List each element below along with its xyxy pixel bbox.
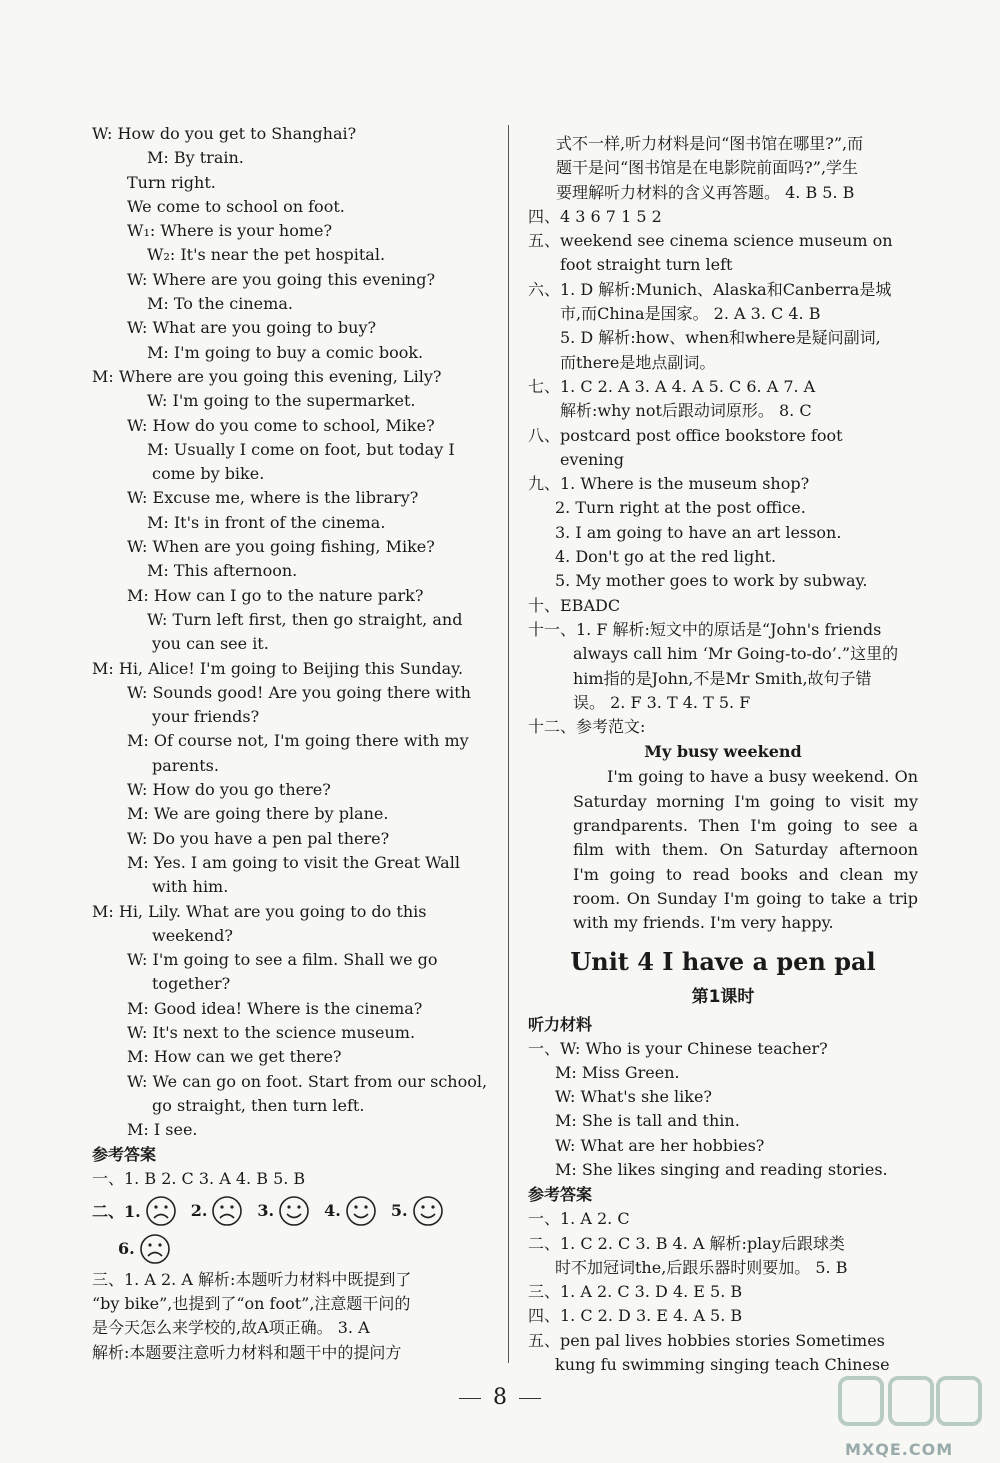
- answer-line: 二、1. C 2. C 3. B 4. A 解析:play后跟球类: [528, 1233, 845, 1253]
- text: W: Where are you going this evening?: [127, 269, 436, 289]
- page-number-text: 8: [493, 1385, 507, 1410]
- answer-line: 三、1. A 2. A 解析:本题听力材料中既提到了: [92, 1269, 412, 1289]
- face-answers-row: [92, 1230, 487, 1268]
- face-answer: [92, 1195, 177, 1227]
- text: come by bike.: [152, 464, 265, 484]
- answer-line: 4. Don't go at the red light.: [555, 547, 777, 567]
- lesson-title: 第1课时: [691, 986, 755, 1007]
- text: M: This afternoon.: [147, 561, 298, 581]
- essay-title: My busy weekend: [644, 742, 802, 762]
- text: M: How can we get there?: [127, 1047, 342, 1067]
- answer-line: 要理解听力材料的含义再答题。 4. B 5. B: [556, 182, 855, 202]
- text: W: It's next to the science museum.: [127, 1022, 416, 1042]
- sad-face-icon: [145, 1195, 177, 1227]
- q4-line: [92, 802, 487, 826]
- q3-line: [92, 486, 487, 510]
- answer-line: 十二、参考范文:: [528, 717, 646, 737]
- listening-heading: 听力材料: [528, 1014, 593, 1034]
- left-column: [92, 122, 487, 1365]
- text: together?: [152, 974, 231, 994]
- q3-line: [92, 414, 487, 438]
- q2-line: [92, 292, 487, 316]
- face-label: 二、1.: [92, 1202, 141, 1222]
- q2-line: [92, 243, 487, 267]
- text: M: To the cinema.: [147, 294, 293, 314]
- text: We come to school on foot.: [127, 196, 345, 216]
- q3-line: [92, 438, 487, 462]
- sad-face-icon: [211, 1195, 243, 1227]
- answer-line: 四、1. C 2. D 3. E 4. A 5. B: [528, 1306, 743, 1326]
- text: go straight, then turn left.: [152, 1095, 365, 1115]
- text: W: When are you going fishing, Mike?: [127, 537, 435, 557]
- q4-line: [92, 705, 487, 729]
- q2-line: [92, 219, 487, 243]
- answer-line: 解析:why not后跟动词原形。 8. C: [560, 401, 812, 421]
- q3-line: [92, 511, 487, 535]
- answer-line: 式不一样,听力材料是问“图书馆在哪里?”,而: [556, 134, 864, 153]
- answer-line: 时不加冠词the,后跟乐器时则要加。 5. B: [555, 1257, 848, 1277]
- face-answers-row: [92, 1192, 487, 1230]
- answer-line: 5. D 解析:how、when和where是疑问副词,: [560, 328, 881, 348]
- answer-line: 六、1. D 解析:Munich、Alaska和Canberra是城: [528, 279, 892, 299]
- face-label: 3.: [257, 1201, 275, 1221]
- answer-line: 一、1. A 2. C: [528, 1209, 630, 1229]
- answer-line: 是今天怎么来学校的,故A项正确。 3. A: [92, 1318, 370, 1338]
- answers-heading: 参考答案: [528, 1185, 593, 1205]
- answer-line: 2. Turn right at the post office.: [555, 498, 806, 518]
- text: W₁: Where is your home?: [127, 221, 333, 241]
- q5-line: [92, 1045, 487, 1069]
- face-answer: [118, 1233, 171, 1265]
- text: M: Of course not, I'm going there with my: [127, 731, 469, 751]
- watermark-text: MXQE.COM: [845, 1440, 954, 1459]
- q2-line: [92, 341, 487, 365]
- right-column: [528, 132, 918, 1377]
- q4-line: [92, 729, 487, 753]
- q3-line: [92, 608, 487, 632]
- q4-line: [92, 851, 487, 875]
- answer-line: 题干是问“图书馆是在电影院前面吗?”,学生: [556, 158, 859, 178]
- answer-line: 解析:本题要注意听力材料和题干中的提问方: [92, 1342, 402, 1362]
- text: M: It's in front of the cinema.: [147, 512, 386, 532]
- answer-line: 误。 2. F 3. T 4. T 5. F: [573, 692, 751, 712]
- text: M: How can I go to the nature park?: [127, 585, 424, 605]
- answer-line: 3. I am going to have an art lesson.: [555, 522, 842, 542]
- dialog-line: M: Miss Green.: [555, 1062, 680, 1082]
- answer-line: 一、1. B 2. C 3. A 4. B 5. B: [92, 1169, 306, 1189]
- q3-line: [92, 559, 487, 583]
- text: W: Sounds good! Are you going there with: [127, 682, 471, 702]
- answer-line: 而there是地点副词。: [560, 352, 716, 372]
- text: M: I see.: [127, 1120, 198, 1140]
- q2-line: [92, 146, 487, 170]
- face-answer: [257, 1195, 310, 1227]
- unit-title: Unit 4 I have a pen pal: [570, 946, 876, 976]
- answer-line: 九、1. Where is the museum shop?: [528, 474, 810, 494]
- answer-line: kung fu swimming singing teach Chinese: [555, 1355, 890, 1375]
- q2-line: [92, 122, 487, 146]
- q5-line: [92, 972, 487, 996]
- answer-line: foot straight turn left: [560, 255, 733, 275]
- face-answer: [391, 1195, 444, 1227]
- text: M: Good idea! Where is the cinema?: [127, 998, 423, 1018]
- text: W: Excuse me, where is the library?: [127, 488, 419, 508]
- q3-line: [92, 365, 487, 389]
- face-answer: [324, 1195, 377, 1227]
- q3-line: [92, 535, 487, 559]
- answer-line: him指的是John,不是Mr Smith,故句子错: [573, 668, 872, 688]
- q5-line: [92, 924, 487, 948]
- answer-line: 5. My mother goes to work by subway.: [555, 571, 868, 591]
- text: parents.: [152, 755, 219, 775]
- q4-line: [92, 681, 487, 705]
- face-label: 6.: [118, 1239, 135, 1259]
- answer-line: evening: [560, 449, 624, 469]
- q5-line: [92, 1094, 487, 1118]
- answer-line: 五、weekend see cinema science museum on: [528, 231, 893, 251]
- answer-line: 四、4 3 6 7 1 5 2: [528, 206, 662, 226]
- answer-line: always call him ‘Mr Going-to-do’.”这里的: [573, 644, 899, 664]
- q3-line: [92, 584, 487, 608]
- q4-line: [92, 657, 487, 681]
- text: W: What are you going to buy?: [127, 318, 377, 338]
- q3-line: [92, 462, 487, 486]
- essay-body: [528, 765, 918, 935]
- text: M: We are going there by plane.: [127, 804, 389, 824]
- dash-right: [519, 1398, 541, 1399]
- dialog-line: 一、W: Who is your Chinese teacher?: [528, 1038, 828, 1058]
- text: W: I'm going to the supermarket.: [147, 391, 416, 411]
- text: M: Where are you going this evening, Lily?: [92, 366, 442, 386]
- happy-face-icon: [345, 1195, 377, 1227]
- q3-line: [92, 389, 487, 413]
- dialog-line: M: She likes singing and reading stories.: [555, 1159, 888, 1179]
- text: M: Yes. I am going to visit the Great Wall: [127, 852, 460, 872]
- text: your friends?: [152, 707, 260, 727]
- text: M: Hi, Alice! I'm going to Beijing this Sunday.: [92, 658, 464, 678]
- text: M: Hi, Lily. What are you going to do this: [92, 901, 427, 921]
- answer-line: 三、1. A 2. C 3. D 4. E 5. B: [528, 1282, 743, 1302]
- text: W: We can go on foot. Start from our school,: [127, 1071, 488, 1091]
- q5-line: [92, 900, 487, 924]
- text: M: I'm going to buy a comic book.: [147, 342, 424, 362]
- column-divider: [508, 125, 509, 1363]
- text: you can see it.: [152, 634, 269, 654]
- text: W: Do you have a pen pal there?: [127, 828, 390, 848]
- q2-line: [92, 195, 487, 219]
- happy-face-icon: [412, 1195, 444, 1227]
- answer-line: 十、EBADC: [528, 595, 621, 615]
- face-label: 4.: [324, 1201, 341, 1221]
- q2-line: [92, 171, 487, 195]
- q5-line: [92, 1118, 487, 1142]
- text: W: How do you go there?: [127, 780, 331, 800]
- text: W: I'm going to see a film. Shall we go: [127, 950, 438, 970]
- text: M: By train.: [147, 148, 244, 168]
- answer-line: 十一、1. F 解析:短文中的原话是“John's friends: [528, 619, 882, 639]
- answers-heading: 参考答案: [92, 1145, 157, 1165]
- dialog-line: W: What's she like?: [555, 1087, 712, 1107]
- happy-face-icon: [278, 1195, 310, 1227]
- q3-line: [92, 632, 487, 656]
- answer-line: 市,而China是国家。 2. A 3. C 4. B: [560, 304, 821, 324]
- text: W: How do you come to school, Mike?: [127, 415, 435, 435]
- sad-face-icon: [139, 1233, 171, 1265]
- dash-left: [459, 1398, 481, 1399]
- text: W: Turn left first, then go straight, and: [147, 609, 463, 629]
- face-answer: [191, 1195, 244, 1227]
- q2-line: [92, 316, 487, 340]
- dialog-line: W: What are her hobbies?: [555, 1135, 765, 1155]
- answer-line: 七、1. C 2. A 3. A 4. A 5. C 6. A 7. A: [528, 376, 816, 396]
- q5-line: [92, 1070, 487, 1094]
- text: W: How do you get to Shanghai?: [92, 124, 357, 143]
- dialog-line: M: She is tall and thin.: [555, 1111, 740, 1131]
- q4-line: [92, 778, 487, 802]
- text: Turn right.: [127, 172, 216, 192]
- answer-line: 八、postcard post office bookstore foot: [528, 425, 843, 445]
- q5-line: [92, 948, 487, 972]
- text: with him.: [152, 877, 229, 897]
- q5-line: [92, 997, 487, 1021]
- q4-line: [92, 754, 487, 778]
- q5-line: [92, 1021, 487, 1045]
- face-label: 2.: [190, 1201, 208, 1221]
- answer-line: 五、pen pal lives hobbies stories Sometimes: [528, 1330, 885, 1350]
- q4-line: [92, 875, 487, 899]
- q2-line: [92, 268, 487, 292]
- essay-text: I'm going to have a busy weekend. On Saturday morning I'm going to visit my grandparents. Then I'm going to see a film with them. On Saturday afternoon I'm going to read books and clean my room. On Sunday I'm going to take a trip with my friends. I'm very happy.: [573, 767, 918, 933]
- q4-line: [92, 827, 487, 851]
- text: weekend?: [152, 925, 233, 945]
- answer-line: “by bike”,也提到了“on foot”,注意题干问的: [92, 1294, 411, 1314]
- face-label: 5.: [390, 1201, 408, 1221]
- text: W₂: It's near the pet hospital.: [147, 245, 386, 265]
- text: M: Usually I come on foot, but today I: [147, 439, 455, 459]
